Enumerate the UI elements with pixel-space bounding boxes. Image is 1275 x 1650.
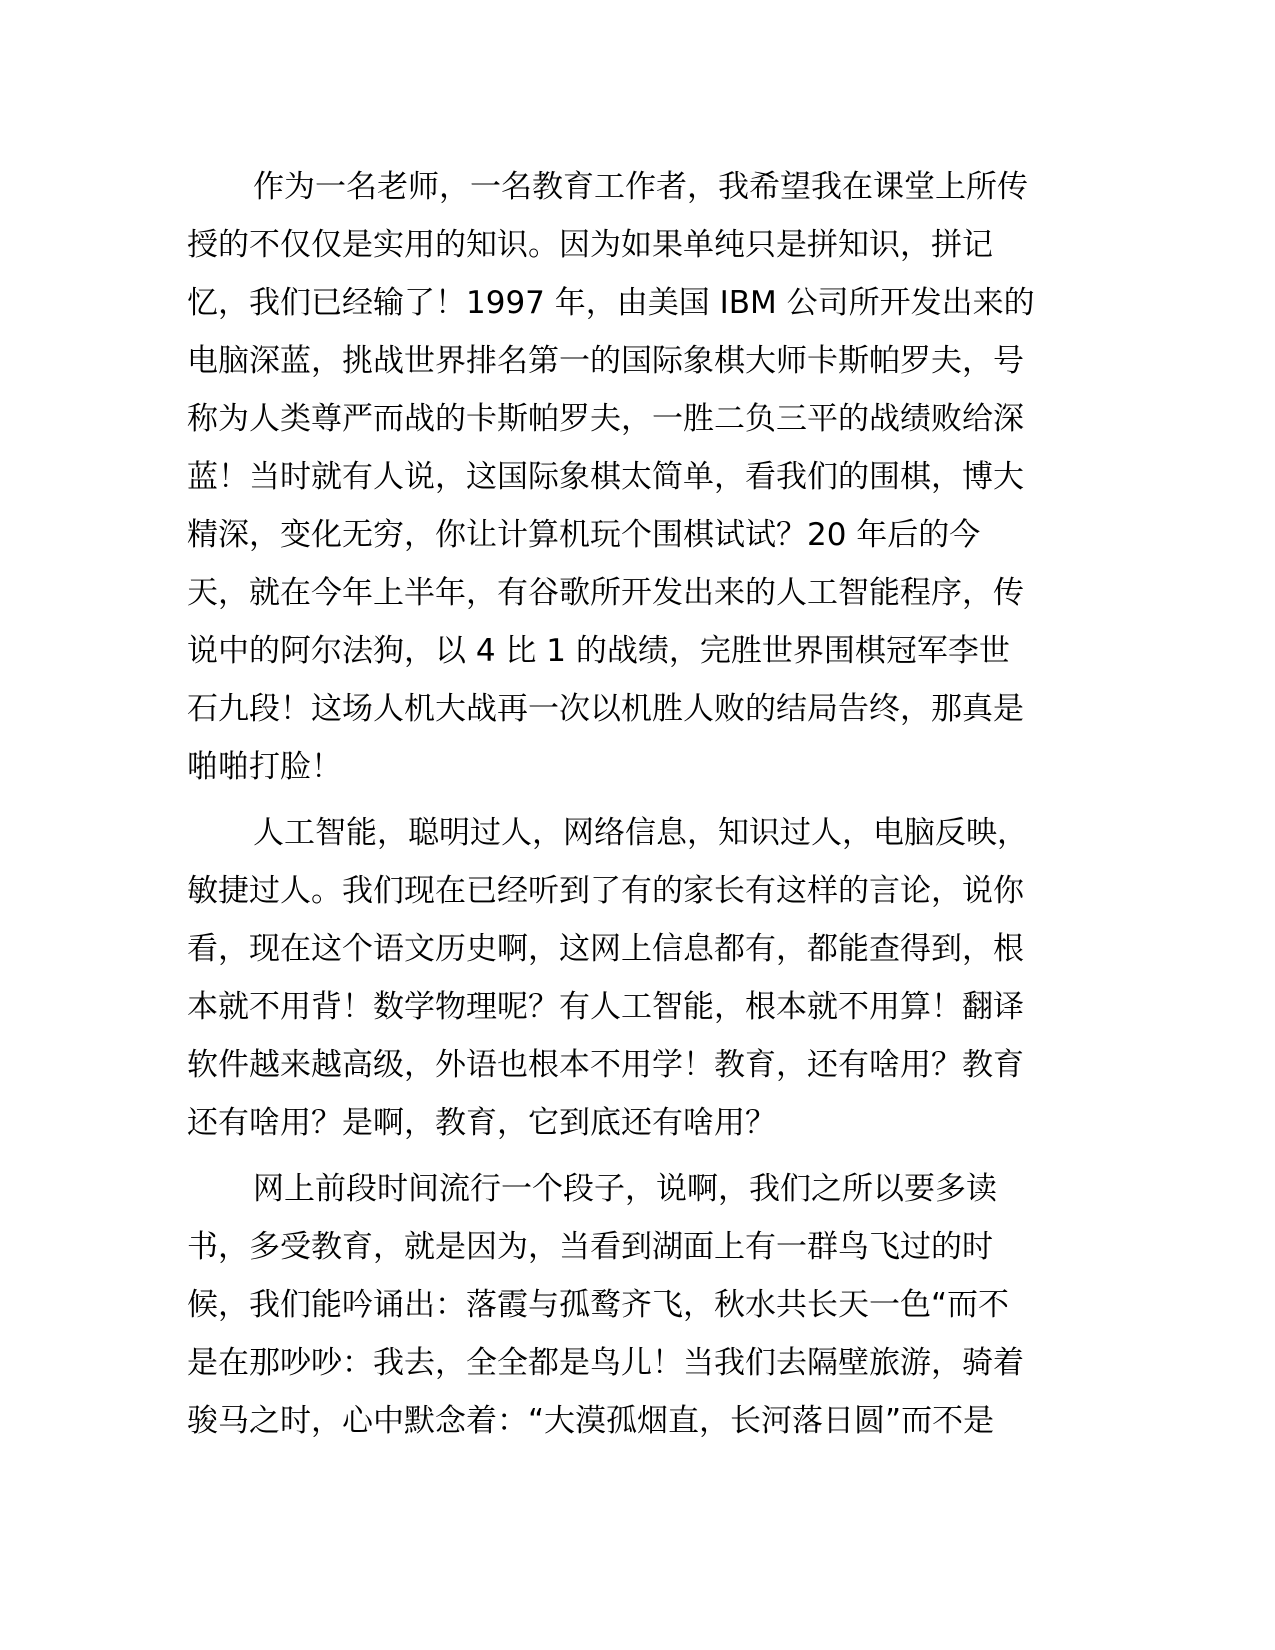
paragraph-line: 是在那吵吵：我去，全全都是鸟儿！当我们去隔壁旅游，骑着	[187, 1345, 1024, 1381]
paragraph-line: 本就不用背！数学物理呢？有人工智能，根本就不用算！翻译	[187, 989, 1024, 1025]
paragraph-line: 看，现在这个语文历史啊，这网上信息都有，都能查得到，根	[187, 931, 1024, 967]
paragraph-line: 忆，我们已经输了！1997 年，由美国 IBM 公司所开发出来的	[187, 285, 1035, 321]
document-body	[187, 158, 1087, 1450]
paragraph-line: 骏马之时，心中默念着：“大漠孤烟直，长河落日圆”而不是	[187, 1403, 995, 1439]
paragraph-line: 授的不仅仅是实用的知识。因为如果单纯只是拼知识，拼记	[187, 227, 993, 263]
paragraph-line: 精深，变化无穷，你让计算机玩个围棋试试？20 年后的今	[187, 517, 981, 553]
paragraph-line: 书，多受教育，就是因为，当看到湖面上有一群鸟飞过的时	[187, 1229, 993, 1265]
paragraph-2	[187, 804, 1087, 1152]
paragraph-line: 啪啪打脸！	[187, 749, 342, 785]
paragraph-spacer	[187, 796, 1087, 804]
paragraph-line: 敏捷过人。我们现在已经听到了有的家长有这样的言论，说你	[187, 873, 1024, 909]
paragraph-line: 作为一名老师，一名教育工作者，我希望我在课堂上所传	[253, 169, 1028, 205]
paragraph-line: 称为人类尊严而战的卡斯帕罗夫，一胜二负三平的战绩败给深	[187, 401, 1024, 437]
paragraph-line: 说中的阿尔法狗，以 4 比 1 的战绩，完胜世界围棋冠军李世	[187, 633, 1010, 669]
paragraph-line: 天，就在今年上半年，有谷歌所开发出来的人工智能程序，传	[187, 575, 1024, 611]
paragraph-1	[187, 158, 1087, 796]
paragraph-line: 网上前段时间流行一个段子，说啊，我们之所以要多读	[253, 1171, 997, 1207]
paragraph-line: 电脑深蓝，挑战世界排名第一的国际象棋大师卡斯帕罗夫，号	[187, 343, 1024, 379]
paragraph-line: 石九段！这场人机大战再一次以机胜人败的结局告终，那真是	[187, 691, 1024, 727]
paragraph-3	[187, 1160, 1087, 1450]
paragraph-spacer	[187, 1152, 1087, 1160]
paragraph-line: 蓝！当时就有人说，这国际象棋太简单，看我们的围棋，博大	[187, 459, 1024, 495]
paragraph-line: 候，我们能吟诵出：落霞与孤鹜齐飞，秋水共长天一色“而不	[187, 1287, 1010, 1323]
paragraph-line: 软件越来越高级，外语也根本不用学！教育，还有啥用？教育	[187, 1047, 1024, 1083]
paragraph-line: 人工智能，聪明过人，网络信息，知识过人，电脑反映，	[253, 815, 1028, 851]
paragraph-line: 还有啥用？是啊，教育，它到底还有啥用？	[187, 1105, 776, 1141]
